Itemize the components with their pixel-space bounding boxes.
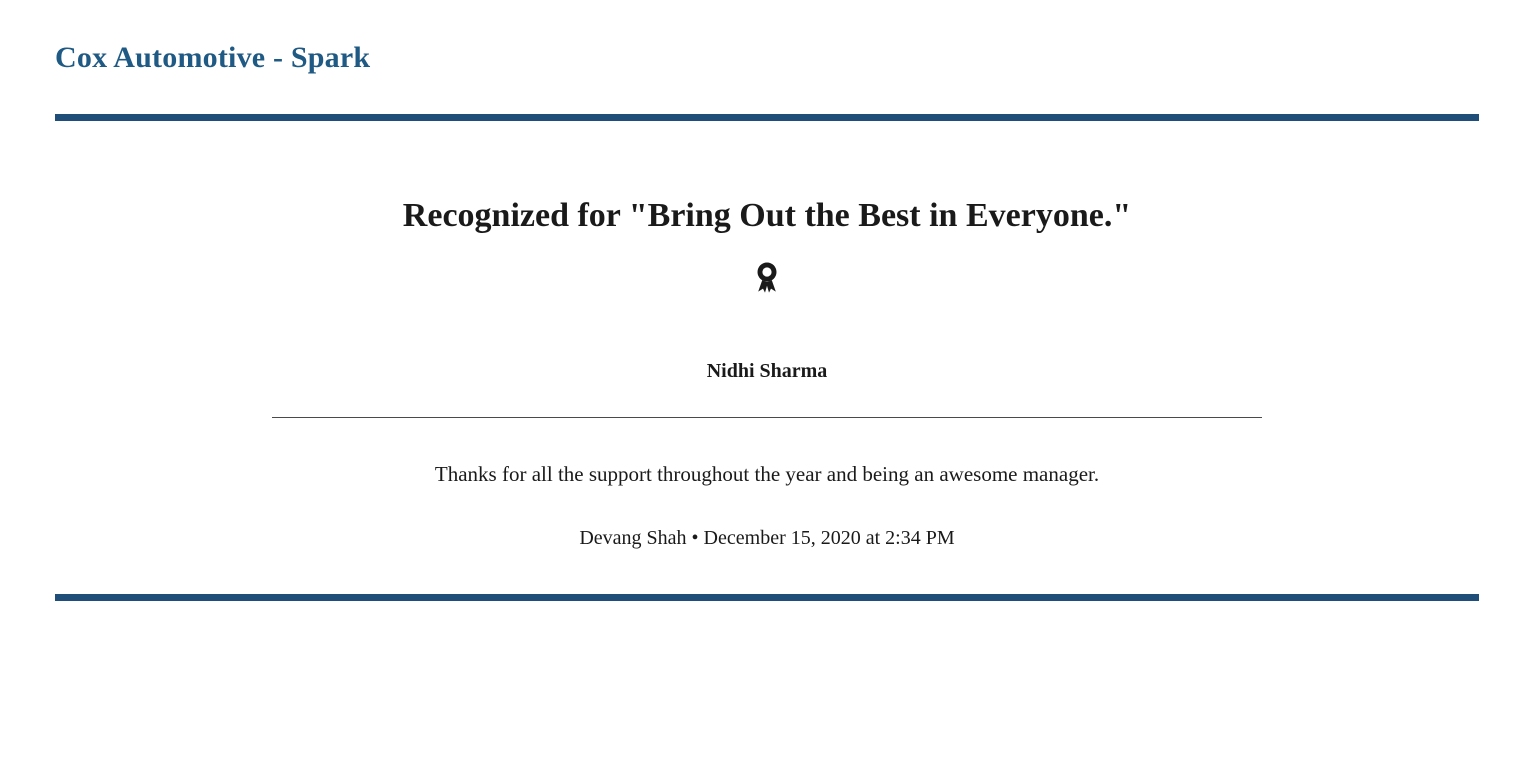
brand-header — [0, 0, 1534, 76]
message-divider-wrap — [0, 417, 1534, 418]
footer-divider-rule — [55, 594, 1479, 601]
recognition-card — [0, 121, 1534, 594]
recipient-name: Nidhi Sharma — [706, 359, 828, 382]
recognition-headline: Recognized for "Bring Out the Best in Everyone." — [402, 197, 1132, 234]
badge-row — [0, 260, 1534, 294]
message-divider — [272, 417, 1262, 418]
award-ribbon-icon — [754, 267, 780, 284]
header-divider-rule — [55, 114, 1479, 121]
recognition-message: Thanks for all the support throughout the year and being an awesome manager. — [434, 461, 1100, 486]
sender-and-timestamp: Devang Shah • December 15, 2020 at 2:34 PM — [579, 526, 955, 549]
page-title: Cox Automotive - Spark — [55, 41, 371, 74]
card-bottom-spacer — [0, 550, 1534, 594]
